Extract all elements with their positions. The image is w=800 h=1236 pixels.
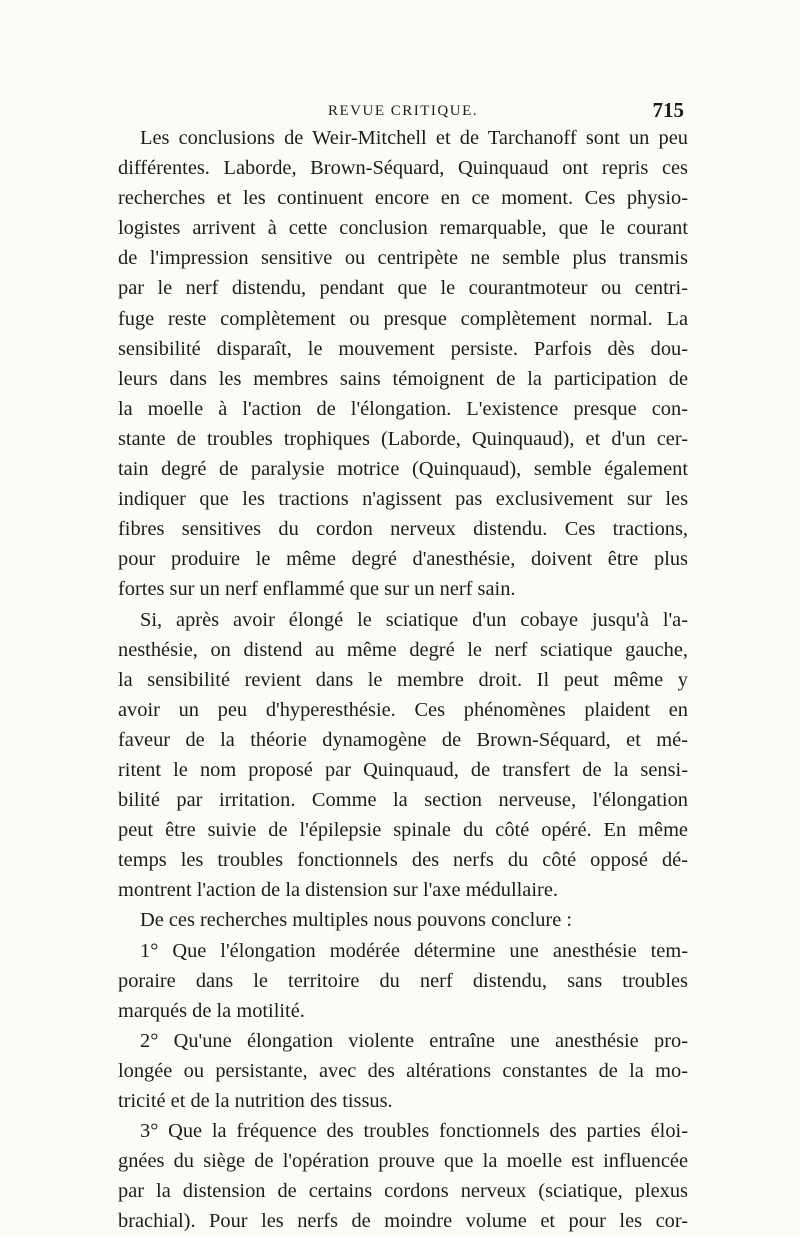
text-line: montrent l'action de la distension sur l'axe médullaire. xyxy=(118,879,558,902)
text-line: temps les troubles fonctionnels des nerfs du côté opposé dé- xyxy=(118,849,688,872)
text-line: marqués de la motilité. xyxy=(118,999,305,1022)
text-line: ritent le nom proposé par Quinquaud, de transfert de la sensi- xyxy=(118,758,688,781)
text-line: la sensibilité revient dans le membre droit. Il peut même y xyxy=(118,668,688,691)
text-line: poraire dans le territoire du nerf distendu, sans troubles xyxy=(118,969,688,992)
text-line: faveur de la théorie dynamogène de Brown-Séquard, et mé- xyxy=(118,728,688,751)
text-line: indiquer que les tractions n'agissent pas exclusivement sur les xyxy=(118,488,688,511)
text-line: par la distension de certains cordons nerveux (sciatique, plexus xyxy=(118,1180,688,1203)
text-line: 3° Que la fréquence des troubles fonctionnels des parties éloi- xyxy=(140,1120,688,1143)
text-line: leurs dans les membres sains témoignent de la participation de xyxy=(118,367,688,390)
text-line: tain degré de paralysie motrice (Quinquaud), semble également xyxy=(118,458,688,481)
text-line: Les conclusions de Weir-Mitchell et de Tarchanoff sont un peu xyxy=(140,127,688,149)
text-line: brachial). Pour les nerfs de moindre volume et pour les cor- xyxy=(118,1210,688,1233)
text-line: peut être suivie de l'épilepsie spinale du côté opéré. En même xyxy=(118,819,688,842)
text-line: gnées du siège de l'opération prouve que la moelle est influencée xyxy=(118,1150,688,1173)
text-line: recherches et les continuent encore en ce moment. Ces physio- xyxy=(118,187,688,210)
body-text xyxy=(118,123,688,1236)
text-line: avoir un peu d'hyperesthésie. Ces phénomènes plaident en xyxy=(118,698,688,721)
text-line: Si, après avoir élongé le sciatique d'un cobaye jusqu'à l'a- xyxy=(140,608,688,631)
text-line: la moelle à l'action de l'élongation. L'existence presque con- xyxy=(118,397,688,420)
text-line: 1° Que l'élongation modérée détermine une anesthésie tem- xyxy=(140,939,688,962)
text-line: sensibilité disparaît, le mouvement persiste. Parfois dès dou- xyxy=(118,337,688,360)
text-line: stante de troubles trophiques (Laborde, Quinquaud), et d'un cer- xyxy=(118,427,688,450)
text-line: par le nerf distendu, pendant que le courantmoteur ou centri- xyxy=(118,277,688,300)
text-line: tricité et de la nutrition des tissus. xyxy=(118,1090,393,1112)
text-line: pour produire le même degré d'anesthésie, doivent être plus xyxy=(118,548,688,571)
text-line: bilité par irritation. Comme la section nerveuse, l'élongation xyxy=(118,789,688,812)
text-line: fuge reste complètement ou presque complètement normal. La xyxy=(118,307,688,330)
text-line: fibres sensitives du cordon nerveux distendu. Ces tractions, xyxy=(118,518,688,541)
text-line: logistes arrivent à cette conclusion remarquable, que le courant xyxy=(118,217,688,240)
page-number: 715 xyxy=(652,98,684,122)
text-line: longée ou persistante, avec des altérations constantes de la mo- xyxy=(118,1059,688,1082)
text-line: de l'impression sensitive ou centripète ne semble plus transmis xyxy=(118,247,688,270)
text-line: nesthésie, on distend au même degré le nerf sciatique gauche, xyxy=(118,638,688,661)
text-line: 2° Qu'une élongation violente entraîne une anesthésie pro- xyxy=(140,1029,688,1052)
text-line: différentes. Laborde, Brown-Séquard, Quinquaud ont repris ces xyxy=(118,157,688,180)
text-line: De ces recherches multiples nous pouvons conclure : xyxy=(140,909,573,932)
running-title: REVUE CRITIQUE. xyxy=(328,103,478,119)
running-head xyxy=(118,98,688,126)
text-line: fortes sur un nerf enflammé que sur un nerf sain. xyxy=(118,578,516,601)
